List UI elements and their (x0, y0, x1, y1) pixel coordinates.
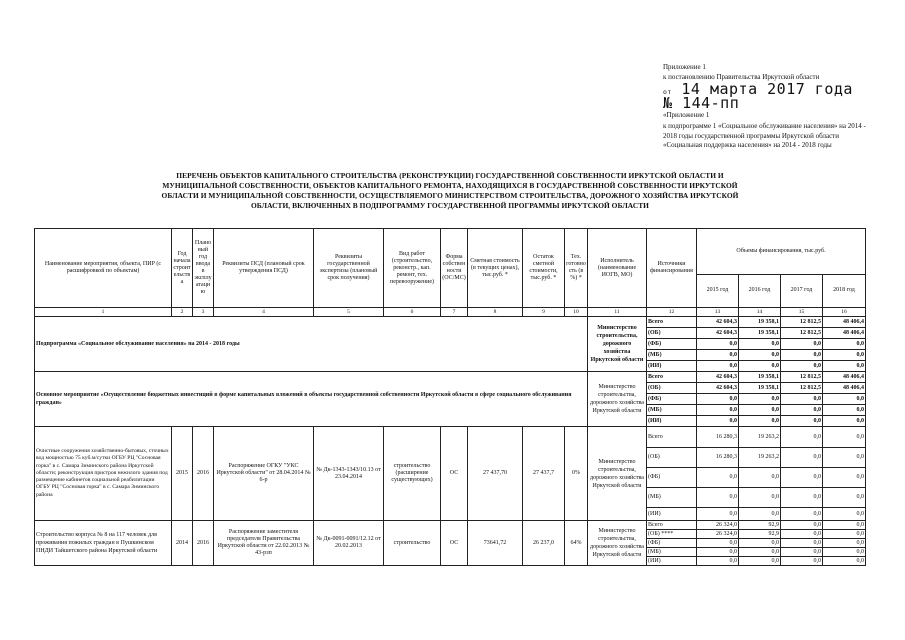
header-2018: 2018 год (823, 274, 866, 307)
col-number: 15 (781, 308, 823, 317)
value-2016: 0,0 (739, 405, 781, 416)
source-label: Всего (647, 521, 697, 530)
object1-executor: Министерство строительства, дорожного хозяйства Иркутской области (588, 427, 647, 521)
object1-year-end: 2016 (193, 427, 214, 521)
value-2015: 42 604,3 (697, 317, 739, 328)
value-2015: 42 604,3 (697, 328, 739, 339)
value-2017: 0,0 (781, 416, 823, 427)
header-remainder: Остаток сметной стоимости, тыс.руб. * (523, 229, 565, 308)
value-2017: 0,0 (781, 557, 823, 566)
value-2017: 0,0 (781, 339, 823, 350)
value-2018: 0,0 (823, 416, 866, 427)
value-2018: 0,0 (823, 468, 866, 488)
value-2018: 0,0 (823, 539, 866, 548)
col-number: 4 (214, 308, 314, 317)
header-year-end: Плановый год ввода в эксплуатацию (193, 229, 214, 308)
value-2016: 0,0 (739, 416, 781, 427)
object1-cost: 27 437,70 (468, 427, 523, 521)
appendix-line-3: «Приложение 1 (663, 111, 710, 119)
value-2016: 0,0 (739, 350, 781, 361)
value-2017: 0,0 (781, 488, 823, 508)
header-cost: Сметная стоимость (в текущих ценах), тыс.руб. * (468, 229, 523, 308)
header-name: Наименование мероприятия, объекта, ПИР (с расшифровкой по объектам) (35, 229, 172, 308)
value-2015: 0,0 (697, 488, 739, 508)
header-work-type: Вид работ (строительство, реконстр., кап. ремонт, тех. перевооружение) (384, 229, 441, 308)
col-number: 9 (523, 308, 565, 317)
col-number: 10 (565, 308, 588, 317)
value-2017: 0,0 (781, 468, 823, 488)
object2-psd: Распоряжение заместителя председателя Правительства Иркутской области от 22.02.2013 № 43-рзп (214, 521, 314, 566)
value-2015: 0,0 (697, 539, 739, 548)
source-label: (ОБ) (647, 448, 697, 468)
value-2015: 0,0 (697, 468, 739, 488)
value-2016: 0,0 (739, 488, 781, 508)
section2-row (35, 372, 866, 383)
appendix-number: № 144-пп (663, 94, 740, 112)
col-number: 6 (384, 308, 441, 317)
value-2015: 42 604,3 (697, 383, 739, 394)
value-2018: 0,0 (823, 508, 866, 521)
col-number: 11 (588, 308, 647, 317)
object1-remainder: 27 437,7 (523, 427, 565, 521)
header-2017: 2017 год (781, 274, 823, 307)
value-2018: 0,0 (823, 427, 866, 448)
value-2017: 0,0 (781, 405, 823, 416)
value-2015: 42 604,3 (697, 372, 739, 383)
value-2016: 0,0 (739, 539, 781, 548)
source-label: (ФБ) (647, 339, 697, 350)
value-2018: 0,0 (823, 448, 866, 468)
value-2018: 0,0 (823, 405, 866, 416)
value-2017: 0,0 (781, 448, 823, 468)
handwritten-date: 14 марта 2017 года (681, 80, 853, 98)
source-label: (ФБ) (647, 394, 697, 405)
value-2015: 26 324,0 (697, 521, 739, 530)
value-2015: 0,0 (697, 361, 739, 372)
source-label: (ФБ) (647, 539, 697, 548)
value-2017: 0,0 (781, 521, 823, 530)
header-funding: Объемы финансирования, тыс.руб. (697, 229, 866, 275)
value-2016: 0,0 (739, 394, 781, 405)
object2-cost: 73641,72 (468, 521, 523, 566)
header-year-start: Год начала строительства (172, 229, 193, 308)
value-2018: 0,0 (823, 548, 866, 557)
value-2017: 0,0 (781, 530, 823, 539)
source-label: (МБ) (647, 548, 697, 557)
value-2018: 48 406,4 (823, 317, 866, 328)
value-2015: 16 280,3 (697, 448, 739, 468)
col-number: 8 (468, 308, 523, 317)
value-2015: 0,0 (697, 339, 739, 350)
header-2015: 2015 год (697, 274, 739, 307)
value-2016: 19 358,1 (739, 383, 781, 394)
value-2018: 48 406,4 (823, 383, 866, 394)
value-2015: 26 324,0 (697, 530, 739, 539)
col-number: 1 (35, 308, 172, 317)
object2-work-type: строительство (384, 521, 441, 566)
value-2017: 12 812,5 (781, 383, 823, 394)
value-2017: 12 812,5 (781, 328, 823, 339)
section2-name: Основное мероприятие «Осуществление бюджетных инвестиций в форме капитальных вложений в объекты государственной собственности Иркутской области в сфере социального обслуживания граждан» (35, 372, 588, 427)
appendix-line-2: к постановлению Правительства Иркутской области (663, 73, 820, 81)
object2-readiness: 64% (565, 521, 588, 566)
value-2018: 0,0 (823, 521, 866, 530)
object2-year-start: 2014 (172, 521, 193, 566)
value-2017: 0,0 (781, 361, 823, 372)
object1-name: Очистные сооружения хозяйственно-бытовых, сточных вод мощностью 75 куб.м/сутки ОГБУ РЦ "Сосновая горка" в с. Самара Зиминского района Иркутской области; реконструкция пристроя нежилого здания под размещение кабинетов социальной реабилитации ОГБУ РЦ "Сосновая горка" в с. Самара Зиминского района (35, 427, 172, 521)
object1-work-type: строительство (расширение существующих) (384, 427, 441, 521)
value-2018: 0,0 (823, 350, 866, 361)
col-number: 3 (193, 308, 214, 317)
section2-executor: Министерство строительства, дорожного хозяйства Иркутской области (588, 372, 647, 427)
value-2015: 16 280,3 (697, 427, 739, 448)
objects-table (34, 228, 866, 566)
value-2015: 0,0 (697, 508, 739, 521)
value-2017: 12 812,5 (781, 372, 823, 383)
section1-name: Подпрограмма «Социальное обслуживание населения» на 2014 - 2018 годы (35, 317, 588, 372)
source-label: (ОБ) (647, 383, 697, 394)
source-label: (ИИ) (647, 557, 697, 566)
header-sources: Источники финансирования (647, 229, 697, 308)
value-2017: 0,0 (781, 539, 823, 548)
header-executor: Исполнитель (наименование ИОГВ, МО) (588, 229, 647, 308)
header-row-1 (35, 229, 866, 275)
document-title: ПЕРЕЧЕНЬ ОБЪЕКТОВ КАПИТАЛЬНОГО СТРОИТЕЛЬСТВА (РЕКОНСТРУКЦИИ) ГОСУДАРСТВЕННОЙ СОБСТВЕННОСТИ ИРКУТСКОЙ ОБЛАСТИ И МУНИЦИПАЛЬНОЙ СОБСТВЕННОСТИ, ОБЪЕКТОВ КАПИТАЛЬНОГО РЕМОНТА, НАХОДЯЩИХСЯ В ГОСУДАРСТВЕННОЙ СОБСТВЕННОСТИ ИРКУТСКОЙ ОБЛАСТИ И МУНИЦИПАЛЬНОЙ СОБСТВЕННОСТИ, ОСУЩЕСТВЛЯЕМОГО МИНИСТЕРСТВОМ СТРОИТЕЛЬСТВА, ДОРОЖНОГО ХОЗЯЙСТВА ИРКУТСКОЙ ОБЛАСТИ, ВКЛЮЧЕННЫХ В ПОДПРОГРАММУ ГОСУДАРСТВЕННОЙ ПРОГРАММЫ ИРКУТСКОЙ ОБЛАСТИ (161, 171, 739, 210)
value-2017: 0,0 (781, 508, 823, 521)
object2-row (35, 521, 866, 530)
value-2018: 48 406,4 (823, 372, 866, 383)
appendix-block (663, 62, 868, 151)
value-2018: 48 406,4 (823, 328, 866, 339)
header-readiness: Тех. готовность (в %) * (565, 229, 588, 308)
value-2016: 0,0 (739, 339, 781, 350)
header-expertise: Реквизиты государственной экспертизы (плановый срок получения) (314, 229, 384, 308)
appendix-date: от 14 марта 2017 года (663, 80, 853, 98)
source-label: (ОБ) (647, 328, 697, 339)
value-2016: 0,0 (739, 557, 781, 566)
appendix-line-4: к подпрограмме 1 «Социальное обслуживание населения» на 2014 - 2018 годы государственной программы Иркутской области «Социальная поддержка населения» на 2014 - 2018 годы (663, 122, 866, 149)
header-2016: 2016 год (739, 274, 781, 307)
value-2016: 19 263,2 (739, 427, 781, 448)
source-label: (ОБ) **** (647, 530, 697, 539)
value-2015: 0,0 (697, 416, 739, 427)
object1-psd: Распоряжение ОГКУ "УКС Иркутской области" от 28.04.2014 № 6-р (214, 427, 314, 521)
object1-readiness: 0% (565, 427, 588, 521)
object2-executor: Министерство строительства, дорожного хозяйства Иркутской области (588, 521, 647, 566)
object1-expertise: № Дк-1343-1343/10.13 от 23.04.2014 (314, 427, 384, 521)
source-label: (МБ) (647, 405, 697, 416)
header-ownership: Форма собственности (ОС/МС) (441, 229, 468, 308)
source-label: (ИИ) (647, 508, 697, 521)
value-2016: 92,9 (739, 530, 781, 539)
value-2016: 92,9 (739, 521, 781, 530)
value-2016: 19 358,1 (739, 372, 781, 383)
source-label: Всего (647, 372, 697, 383)
value-2018: 0,0 (823, 530, 866, 539)
object2-expertise: № Дк-0091-0091/12.12 от 20.02.2013 (314, 521, 384, 566)
source-label: (МБ) (647, 488, 697, 508)
value-2016: 19 358,1 (739, 317, 781, 328)
section1-executor: Министерство строительства, дорожного хозяйства Иркутской области (588, 317, 647, 372)
value-2017: 0,0 (781, 350, 823, 361)
value-2018: 0,0 (823, 488, 866, 508)
appendix-line-1: Приложение 1 (663, 63, 706, 71)
value-2015: 0,0 (697, 394, 739, 405)
value-2017: 12 812,5 (781, 317, 823, 328)
col-number: 14 (739, 308, 781, 317)
value-2015: 0,0 (697, 350, 739, 361)
value-2016: 0,0 (739, 548, 781, 557)
object1-year-start: 2015 (172, 427, 193, 521)
value-2015: 0,0 (697, 548, 739, 557)
column-number-row (35, 308, 866, 317)
col-number: 2 (172, 308, 193, 317)
value-2018: 0,0 (823, 339, 866, 350)
value-2018: 0,0 (823, 557, 866, 566)
source-label: (ИИ) (647, 416, 697, 427)
col-number: 12 (647, 308, 697, 317)
value-2016: 19 358,1 (739, 328, 781, 339)
object1-row (35, 427, 866, 448)
col-number: 7 (441, 308, 468, 317)
value-2017: 0,0 (781, 427, 823, 448)
value-2016: 19 263,2 (739, 448, 781, 468)
source-label: (МБ) (647, 350, 697, 361)
section1-row (35, 317, 866, 328)
object2-name: Строительство корпуса № 8 на 117 человек для проживания пожилых граждан в Пушкинском ПНДИ Тайшетского района Иркутской области (35, 521, 172, 566)
col-number: 16 (823, 308, 866, 317)
value-2015: 0,0 (697, 405, 739, 416)
object2-remainder: 26 237,0 (523, 521, 565, 566)
value-2017: 0,0 (781, 548, 823, 557)
value-2017: 0,0 (781, 394, 823, 405)
object2-ownership: ОС (441, 521, 468, 566)
value-2016: 0,0 (739, 508, 781, 521)
source-label: Всего (647, 317, 697, 328)
handwritten-number: 144-пп (682, 94, 740, 112)
object2-year-end: 2016 (193, 521, 214, 566)
source-label: (ФБ) (647, 468, 697, 488)
object1-ownership: ОС (441, 427, 468, 521)
col-number: 13 (697, 308, 739, 317)
source-label: Всего (647, 427, 697, 448)
source-label: (ИИ) (647, 361, 697, 372)
value-2018: 0,0 (823, 394, 866, 405)
value-2016: 0,0 (739, 468, 781, 488)
col-number: 5 (314, 308, 384, 317)
header-psd: Реквизиты ПСД (плановый срок утверждения ПСД) (214, 229, 314, 308)
value-2016: 0,0 (739, 361, 781, 372)
value-2015: 0,0 (697, 557, 739, 566)
value-2018: 0,0 (823, 361, 866, 372)
